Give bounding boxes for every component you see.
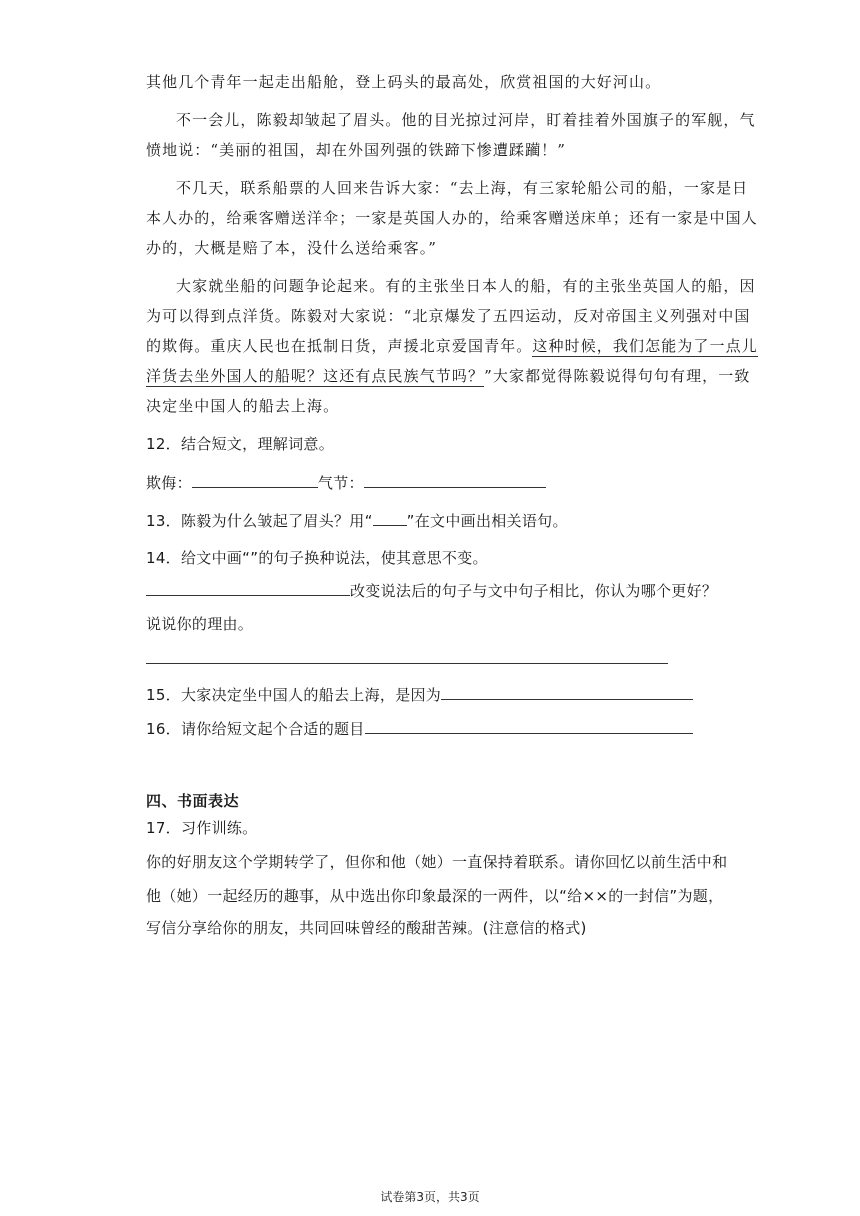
prompt-line: 你的好朋友这个学期转学了，但你和他（她）一直保持着联系。请你回忆以前生活中和	[146, 853, 728, 871]
story-text: 的欺侮。重庆人民也在抵制日货，声援北京爱国青年。	[146, 337, 533, 355]
prompt-line: 写信分享给你的朋友，共同回味曾经的酸甜苦辣。(注意信的格式)	[146, 919, 587, 937]
story-line	[146, 336, 758, 356]
answer-label-qijie: 气节：	[317, 474, 364, 492]
page-footer: 试卷第3页，共3页	[380, 1190, 480, 1204]
question-14-text: 说说你的理由。	[146, 615, 254, 633]
question-15	[146, 684, 693, 705]
question-14-text: 改变说法后的句子与文中句子相比，你认为哪个更好？	[350, 582, 718, 600]
story-line: 不几天，联系船票的人回来告诉大家：“去上海，有三家轮船公司的船，一家是日	[176, 179, 749, 197]
question-15-text: 15．大家决定坐中国人的船去上海，是因为	[146, 686, 442, 704]
question-17: 17．习作训练。	[146, 819, 258, 837]
answer-blank-rewrite[interactable]	[146, 580, 350, 596]
underlined-sentence: 这种时候，我们怎能为了一点儿	[532, 337, 758, 355]
question-13-text: ”在文中画出相关语句。	[406, 512, 568, 530]
story-line: 办的，大概是赔了本，没什么送给乘客。”	[146, 239, 438, 257]
question-16	[146, 718, 693, 739]
story-line	[146, 366, 750, 386]
question-14: 14．给文中画“”的句子换种说法，使其意思不变。	[146, 549, 488, 567]
story-line: 其他几个青年一起走出船舱，登上码头的最高处，欣赏祖国的大好河山。	[146, 73, 662, 91]
section-heading: 四、书面表达	[146, 792, 240, 810]
answer-blank-reason-q15[interactable]	[441, 684, 693, 700]
story-line: 愤地说：“美丽的祖国，却在外国列强的铁蹄下惨遭蹂躏！”	[146, 141, 567, 159]
underlined-sentence: 洋货去坐外国人的船呢？这还有点民族气节吗？	[146, 367, 485, 385]
answer-blank-qiwu[interactable]	[192, 472, 318, 488]
answer-label-qiwu: 欺侮：	[146, 474, 192, 492]
story-line: 不一会儿，陈毅却皱起了眉头。他的目光掠过河岸，盯着挂着外国旗子的军舰，气	[176, 111, 756, 129]
question-12: 12．结合短文，理解词意。	[146, 435, 334, 453]
story-line: 决定坐中国人的船去上海。	[146, 397, 340, 415]
question-13	[146, 510, 568, 531]
prompt-line: 他（她）一起经历的趣事，从中选出你印象最深的一两件，以“给××的一封信”为题，	[146, 887, 724, 905]
underline-mark-sample	[373, 510, 407, 526]
story-line: 大家就坐船的问题争论起来。有的主张坐日本人的船，有的主张坐英国人的船，因	[176, 277, 756, 295]
answer-blank-qijie[interactable]	[364, 472, 546, 488]
question-12-answers	[146, 472, 546, 493]
answer-blank-reason[interactable]	[146, 663, 668, 664]
question-16-text: 16．请你给短文起个合适的题目	[146, 720, 365, 738]
question-13-text: 13．陈毅为什么皱起了眉头？用“	[146, 512, 373, 530]
story-line: 为可以得到点洋货。陈毅对大家说：“北京爆发了五四运动，反对帝国主义列强对中国	[146, 307, 751, 325]
answer-blank-title[interactable]	[365, 718, 693, 734]
question-14-answer-line	[146, 580, 717, 601]
story-text: ”大家都觉得陈毅说得句句有理，一致	[484, 367, 751, 385]
story-line: 本人办的，给乘客赠送洋伞；一家是英国人办的，给乘客赠送床单；还有一家是中国人	[146, 209, 758, 227]
